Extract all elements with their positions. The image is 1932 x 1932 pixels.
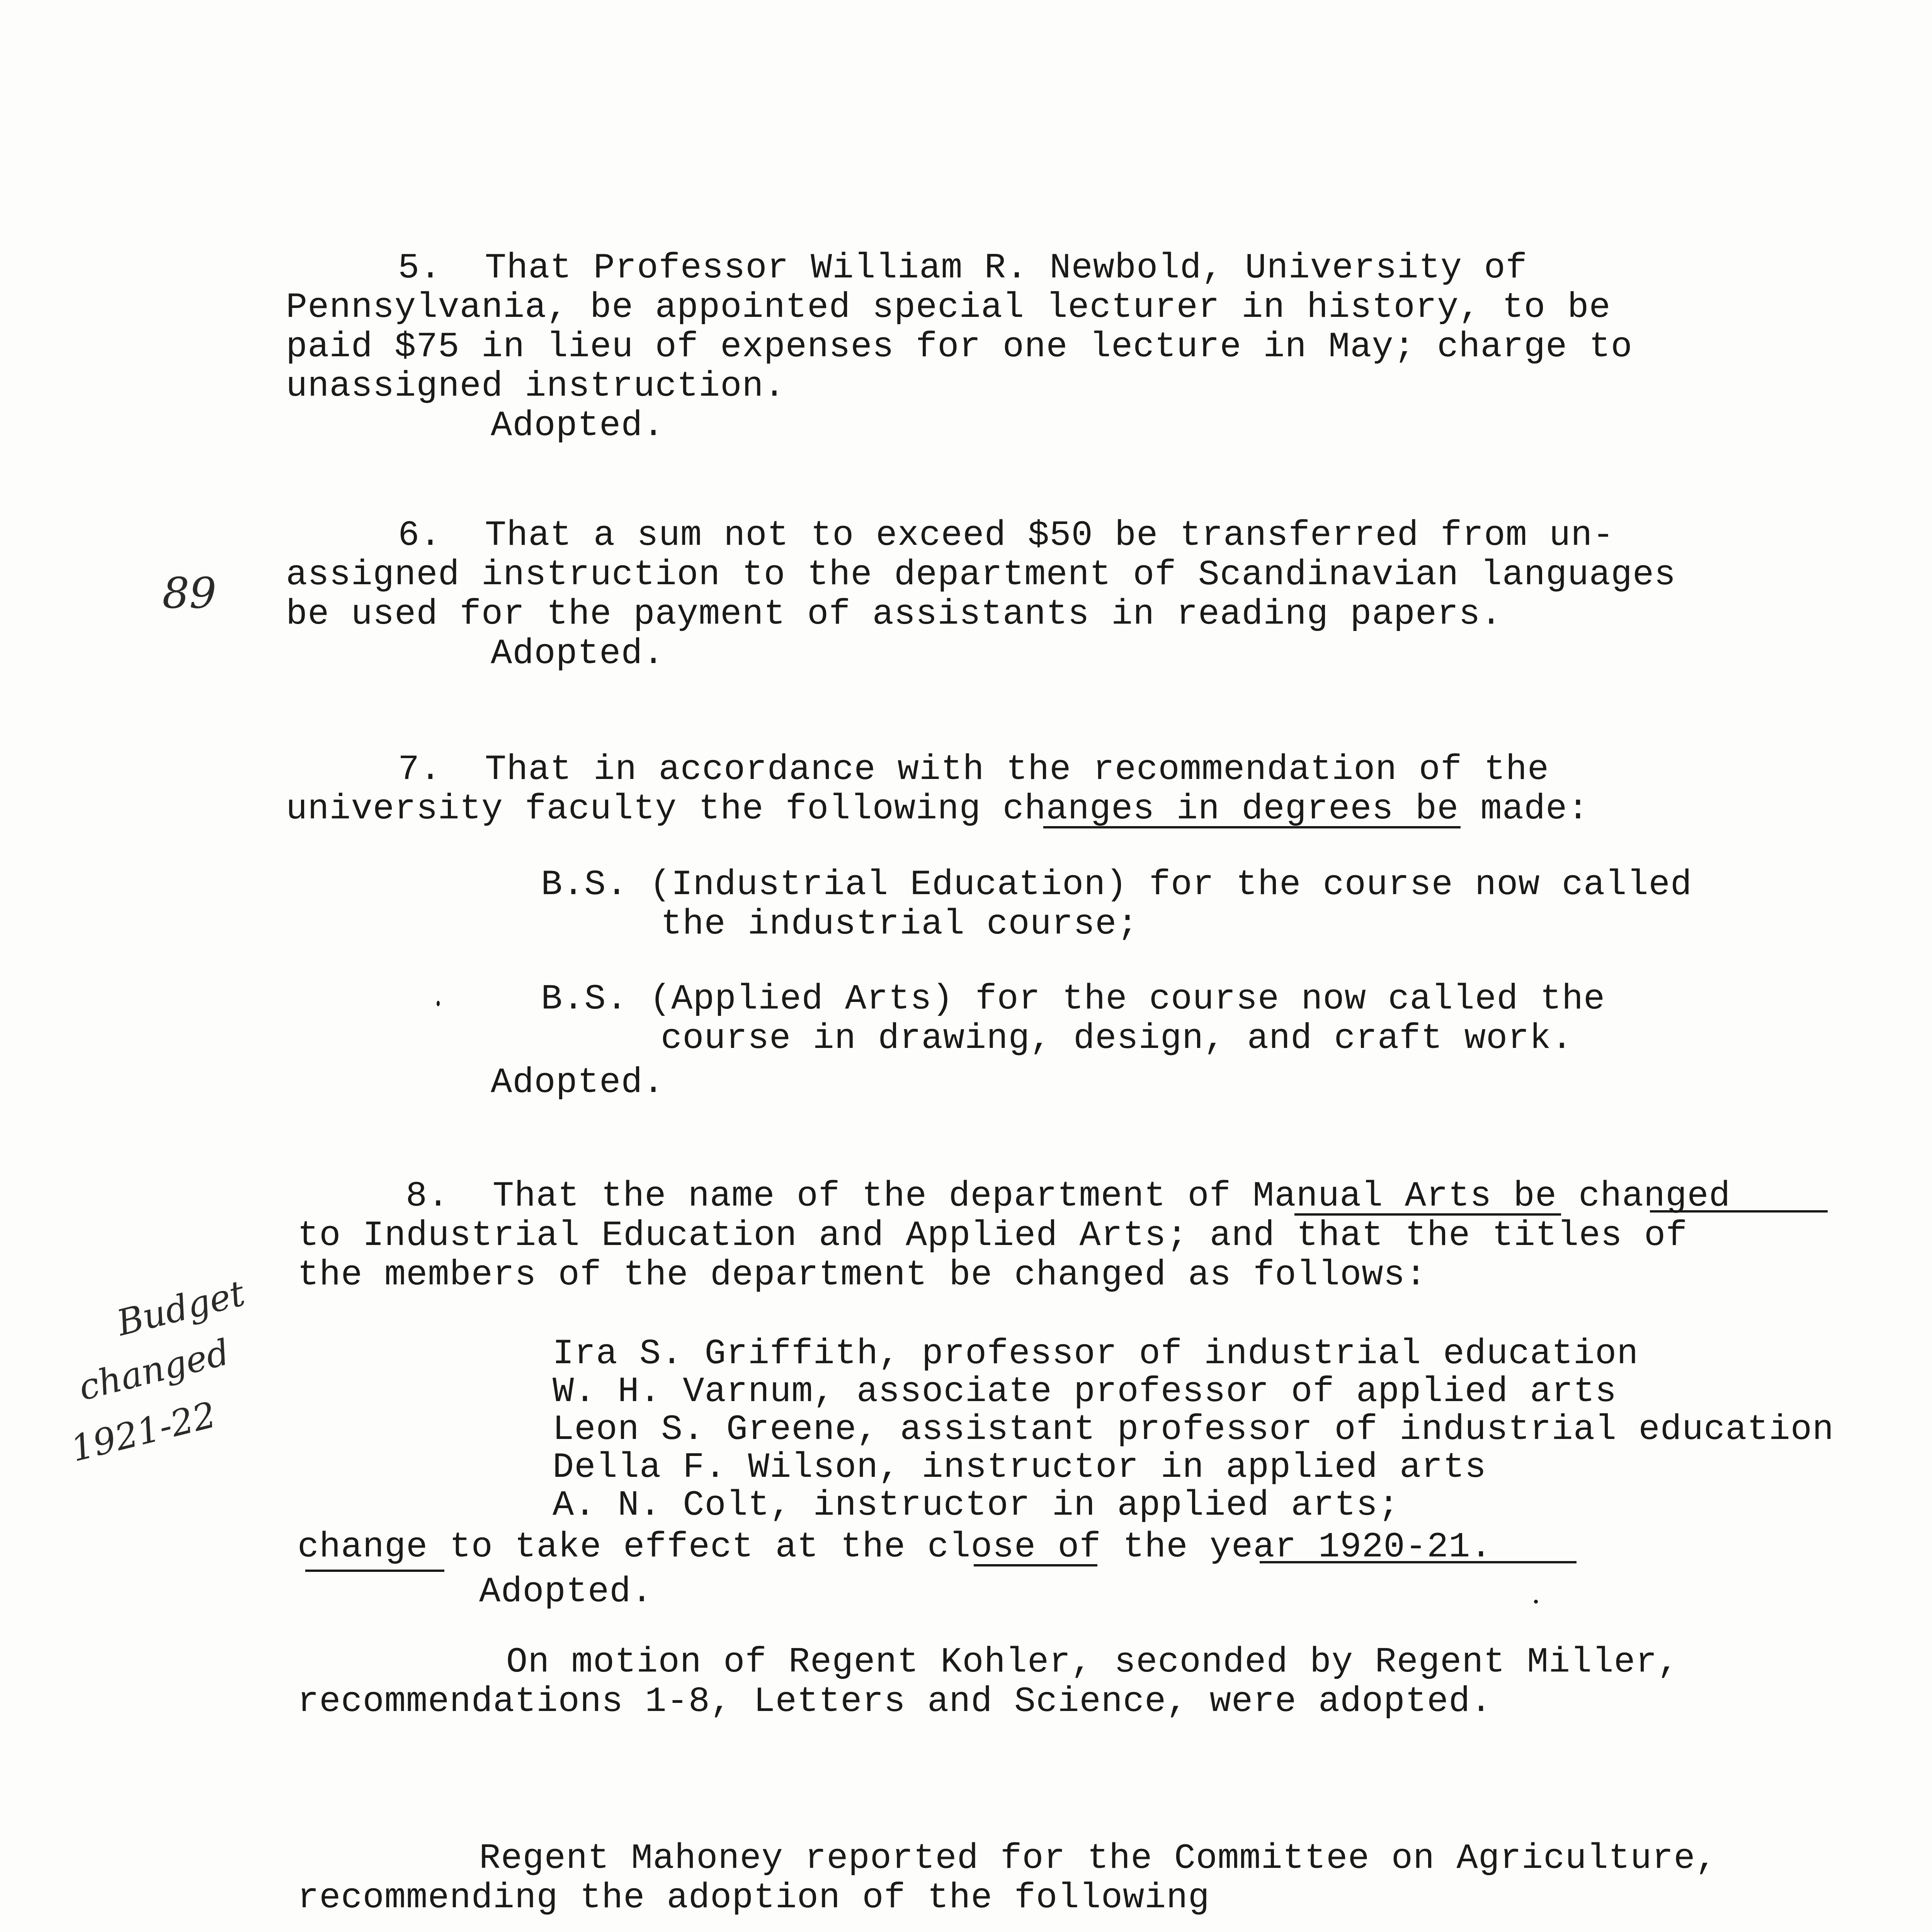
item6-line-1: 6. That a sum not to exceed $50 be transferred from un-	[398, 515, 1614, 556]
report-line-2: recommending the adoption of the following	[298, 1878, 1210, 1918]
item5-line-4: unassigned instruction.	[286, 366, 786, 406]
ink-speck	[1534, 1600, 1538, 1604]
item7-line-1: 7. That in accordance with the recommendation of the	[398, 749, 1549, 790]
underline-change	[305, 1570, 444, 1572]
margin-note-year: 1921-22	[66, 1394, 220, 1470]
item6-adopted: Adopted.	[491, 633, 665, 674]
item5-line-1: 5. That Professor William R. Newbold, University of	[398, 248, 1527, 288]
item6-line-2: assigned instruction to the department of Scandinavian languages	[286, 554, 1676, 595]
item5-line-2: Pennsylvania, be appointed special lecturer in history, to be	[286, 287, 1611, 328]
ink-speck	[437, 1001, 440, 1006]
item8-line-2: to Industrial Education and Applied Arts; and that the titles of	[298, 1215, 1688, 1256]
item7-degree2-line-1: B.S. (Applied Arts) for the course now called the	[541, 979, 1605, 1019]
item7-degree2-line-2: course in drawing, design, and craft work.	[661, 1018, 1573, 1059]
item7-adopted: Adopted.	[491, 1062, 665, 1103]
underline-changed	[1650, 1210, 1828, 1213]
item5-adopted: Adopted.	[491, 405, 665, 446]
motion-line-1: On motion of Regent Kohler, seconded by Regent Miller,	[506, 1642, 1679, 1682]
item5-line-3: paid $75 in lieu of expenses for one lecture in May; charge to	[286, 327, 1633, 367]
item8-line-1: 8. That the name of the department of Manual Arts be changed	[406, 1176, 1731, 1216]
margin-note-budget: Budget	[112, 1272, 249, 1344]
item8-member-4: Della F. Wilson, instructor in applied arts	[553, 1447, 1486, 1488]
underline-changes-in-degrees	[1043, 826, 1461, 828]
item6-line-3: be used for the payment of assistants in reading papers.	[286, 594, 1502, 634]
report-line-1: Regent Mahoney reported for the Committee on Agriculture,	[479, 1838, 1717, 1879]
item8-line-3: the members of the department be changed as follows:	[298, 1255, 1427, 1295]
item8-closing: change to take effect at the close of the year 1920-21.	[298, 1527, 1492, 1567]
item8-member-2: W. H. Varnum, associate professor of applied arts	[553, 1371, 1617, 1412]
item8-adopted: Adopted.	[479, 1571, 653, 1612]
margin-note-89: 89	[162, 568, 216, 618]
item7-degree1-line-2: the industrial course;	[661, 904, 1139, 944]
underline-close	[974, 1564, 1097, 1566]
item8-member-5: A. N. Colt, instructor in applied arts;	[553, 1485, 1400, 1526]
margin-note-changed: changed	[74, 1331, 234, 1409]
underline-year	[1260, 1561, 1577, 1563]
item8-member-3: Leon S. Greene, assistant professor of industrial education	[553, 1409, 1834, 1450]
motion-line-2: recommendations 1-8, Letters and Science, were adopted.	[298, 1681, 1492, 1722]
item8-member-1: Ira S. Griffith, professor of industrial education	[553, 1333, 1639, 1374]
item7-degree1-line-1: B.S. (Industrial Education) for the course now called	[541, 864, 1692, 905]
item7-line-2: university faculty the following changes in degrees be made:	[286, 789, 1589, 829]
